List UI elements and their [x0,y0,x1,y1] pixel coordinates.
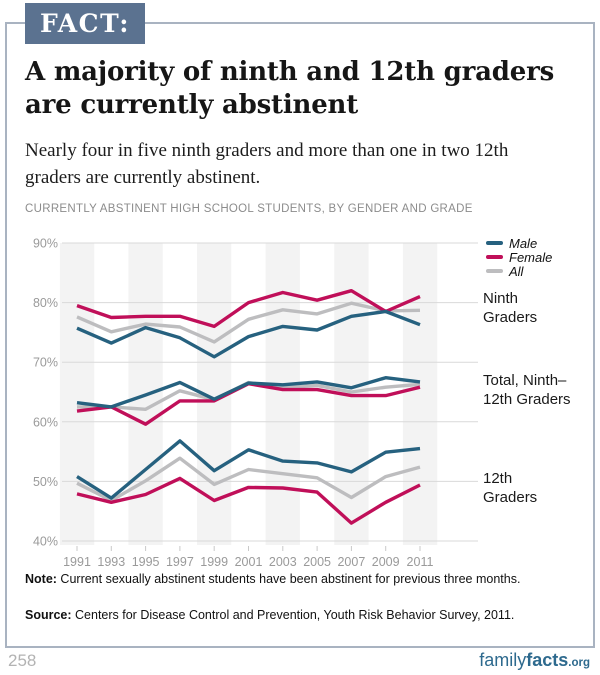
x-tick-label: 1997 [165,555,194,569]
y-tick-label: 40% [32,534,58,549]
background-stripe [403,243,437,545]
background-stripe [60,243,94,545]
note-body: Current sexually abstinent students have been abstinent for previous three months. [56,572,521,586]
group-label-total-ninth-12th [483,371,571,409]
y-tick-label: 80% [32,296,58,311]
content-box [5,22,595,648]
subtitle: Nearly four in five ninth graders and more than one in two 12th graders are currently abstinent. [25,140,509,188]
x-tick-label: 2007 [337,555,366,569]
legend-item-all [486,264,552,278]
group-label-line: 12th Graders [483,391,571,408]
background-stripe [266,243,300,545]
note-text [25,572,575,586]
group-label-line: Graders [483,309,538,326]
x-tick-label: 2009 [371,555,400,569]
y-tick-label: 70% [32,355,58,370]
chart-heading: CURRENTLY ABSTINENT HIGH SCHOOL STUDENTS, BY GENDER AND GRADE [25,203,473,215]
x-tick-label: 2001 [234,555,263,569]
source-text [25,608,575,622]
note-label: Note: [25,572,57,586]
x-tick-label: 2005 [303,555,332,569]
y-tick-label: 60% [32,415,58,430]
legend-label-all: All [509,263,524,279]
source-body: Centers for Disease Control and Prevention, Youth Risk Behavior Survey, 2011. [71,608,515,622]
x-tick-label: 1991 [63,555,91,569]
group-label-line: Ninth [483,290,519,307]
x-tick-label: 1999 [200,555,229,569]
group-label-line: Graders [483,489,538,506]
brand-part-facts: facts [526,650,569,670]
chart-legend [486,236,552,278]
x-tick-label: 2003 [268,555,297,569]
fact-badge: FACT: [25,3,145,44]
x-tick-label: 1995 [131,555,160,569]
familyfacts-logo [479,650,590,671]
group-label-ninth-graders [483,289,537,327]
female-line-swatch-icon [486,255,503,259]
abstinence-line-chart [0,228,600,578]
group-label-12th-graders [483,469,537,507]
brand-part-org: .org [568,657,590,669]
legend-item-female [486,250,552,264]
x-tick-label: 2011 [406,555,434,569]
page-number: 258 [8,651,37,670]
y-tick-label: 90% [32,236,58,251]
group-label-line: 12th [483,470,513,487]
legend-label-female: Female [509,249,553,265]
male-line-swatch-icon [486,241,503,245]
y-tick-label: 50% [32,474,58,489]
source-label: Source: [25,608,72,622]
x-tick-label: 1993 [97,555,126,569]
group-label-line: Total, Ninth– [483,372,567,389]
legend-label-male: Male [509,235,538,251]
all-line-swatch-icon [486,269,503,273]
brand-part-family: family [479,650,527,670]
legend-item-male [486,236,552,250]
page-title: A majority of ninth and 12th graders are currently abstinent [25,57,555,120]
